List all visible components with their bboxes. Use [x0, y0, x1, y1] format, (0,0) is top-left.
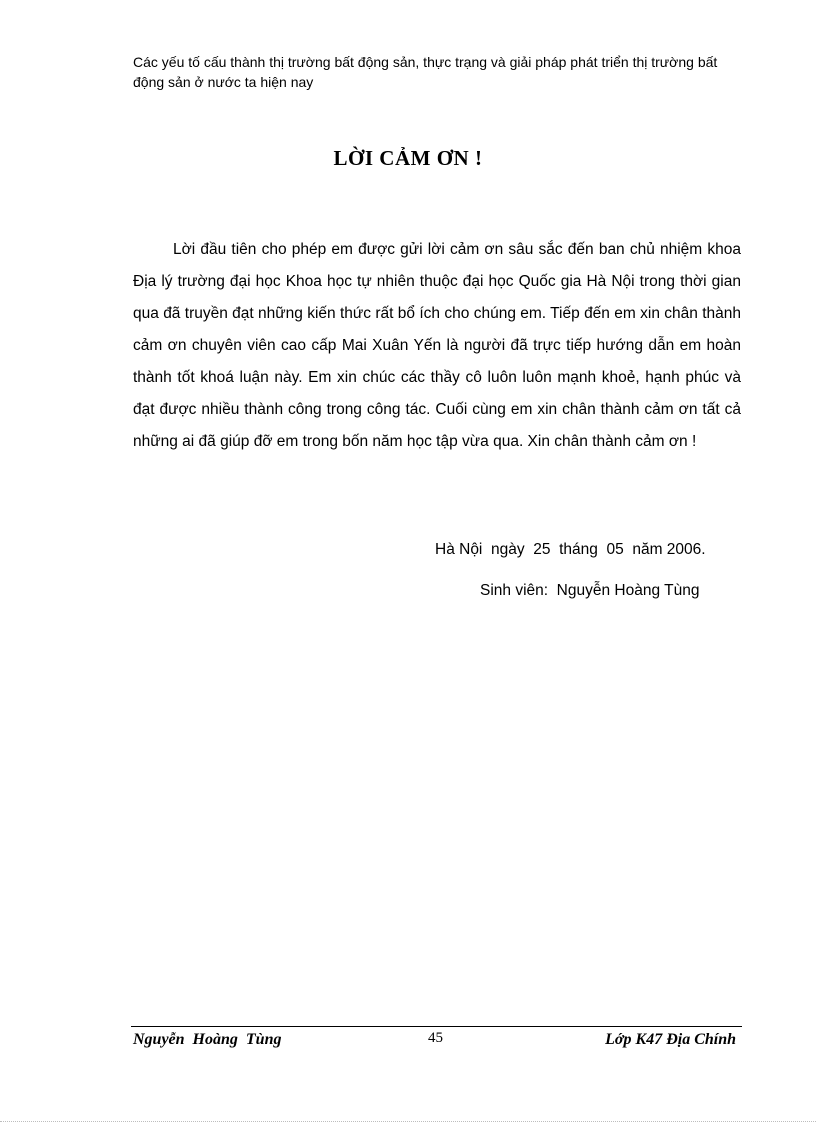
- footer-author: Nguyễn Hoàng Tùng: [133, 1031, 282, 1048]
- page-number: 45: [428, 1030, 443, 1046]
- page-edge-dotted-line: [0, 1121, 816, 1122]
- signature-line: Sinh viên: Nguyễn Hoàng Tùng: [480, 582, 700, 599]
- footer-class: Lớp K47 Địa Chính: [605, 1031, 736, 1048]
- date-line: Hà Nội ngày 25 tháng 05 năm 2006.: [435, 541, 706, 558]
- footer-divider: [131, 1026, 742, 1027]
- running-header: Các yếu tố cấu thành thị trường bất động sản, thực trạng và giải pháp phát triển thị trường bất động sản ở nước ta hiện nay: [133, 54, 718, 90]
- page-title: LỜI CẢM ƠN !: [333, 146, 483, 170]
- acknowledgement-paragraph: Lời đầu tiên cho phép em được gửi lời cảm ơn sâu sắc đến ban chủ nhiệm khoa Địa lý trường đại học Khoa học tự nhiên thuộc đại học Quốc gia Hà Nội trong thời gian qua đã truyền đạt những kiến thức rất bổ ích cho chúng em. Tiếp đến em xin chân thành cảm ơn chuyên viên cao cấp Mai Xuân Yến là người đã trực tiếp hướng dẫn em hoàn thành tốt khoá luận này. Em xin chúc các thầy cô luôn luôn mạnh khoẻ, hạnh phúc và đạt được nhiều thành công trong công tác. Cuối cùng em xin chân thành cảm ơn tất cả những ai đã giúp đỡ em trong bốn năm học tập vừa qua. Xin chân thành cảm ơn !: [133, 241, 741, 450]
